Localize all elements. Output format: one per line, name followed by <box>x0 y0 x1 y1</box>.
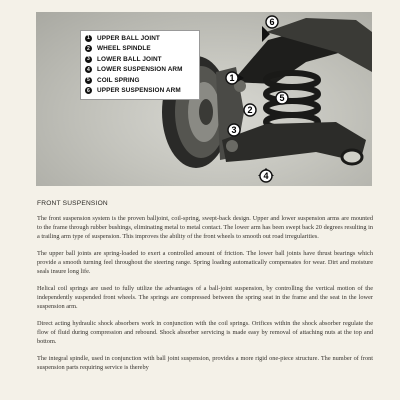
section-heading: FRONT SUSPENSION <box>37 200 108 207</box>
legend-label: UPPER BALL JOINT <box>97 34 160 42</box>
paragraph: The upper ball joints are spring-loaded to exert a controlled amount of friction. The lower ball joints have thrust bearings which provide a smooth turning feel throughout the steering range. Spring loading automatically compensates for wear. Dirt and moisture seals insure long life. <box>37 250 373 275</box>
paragraph: The front suspension system is the proven balljoint, coil-spring, swept-back design. Upper and lower suspension arms are mounted to the frame through rubber bushings, eliminating metal to metal contact. The lower arm has been swept back 20 degrees resulting in a trailing arm type of suspension. This improves the ability of the front wheels to smooth out road irregularities. <box>37 215 373 240</box>
legend-label: COIL SPRING <box>97 76 140 84</box>
paragraph: Helical coil springs are used to fully utilize the advantages of a ball-joint suspension, by controlling the vertical motion of the independently suspended front wheels. The springs are compressed between the spring seat in the frame and the seat in the lower suspension arm. <box>37 285 373 310</box>
legend-item <box>85 44 195 55</box>
legend-item <box>85 33 195 44</box>
callout-4 <box>258 168 274 182</box>
legend-item <box>85 65 195 76</box>
callout-label: 6 <box>269 17 275 27</box>
callout-label: 3 <box>231 125 237 135</box>
legend-number: 3 <box>85 56 92 63</box>
lower-ball-joint <box>226 140 238 152</box>
legend-number: 1 <box>85 35 92 42</box>
callout-label: 2 <box>247 105 253 115</box>
legend-item <box>85 75 195 86</box>
legend-number: 2 <box>85 45 92 52</box>
legend-label: WHEEL SPINDLE <box>97 45 151 53</box>
legend-number: 4 <box>85 66 92 73</box>
callout-label: 4 <box>263 171 269 181</box>
legend-label: UPPER SUSPENSION ARM <box>97 87 181 95</box>
legend-number: 6 <box>85 87 92 94</box>
legend-item <box>85 54 195 65</box>
paragraph: Direct acting hydraulic shock absorbers work in conjunction with the coil springs. Orifices within the shock absorber regulate the flow of fluid during compression and rebound. Shock absorber servicing is made easy by removal of attaching nuts at the top and bottom. <box>37 320 373 345</box>
callout-label: 5 <box>279 93 285 103</box>
parts-legend <box>80 30 200 100</box>
legend-label: LOWER SUSPENSION ARM <box>97 66 183 74</box>
paragraph: The integral spindle, used in conjunction with ball joint suspension, provides a more rigid one-piece structure. The number of front suspension parts requiring service is thereby <box>37 355 373 371</box>
callout-5 <box>276 92 288 104</box>
legend-label: LOWER BALL JOINT <box>97 55 162 63</box>
callout-3 <box>228 124 240 136</box>
body-text <box>37 214 373 380</box>
suspension-photo <box>36 12 372 186</box>
legend-number: 5 <box>85 77 92 84</box>
callout-label: 1 <box>229 73 235 83</box>
callout-2 <box>244 104 256 116</box>
legend-item <box>85 86 195 97</box>
